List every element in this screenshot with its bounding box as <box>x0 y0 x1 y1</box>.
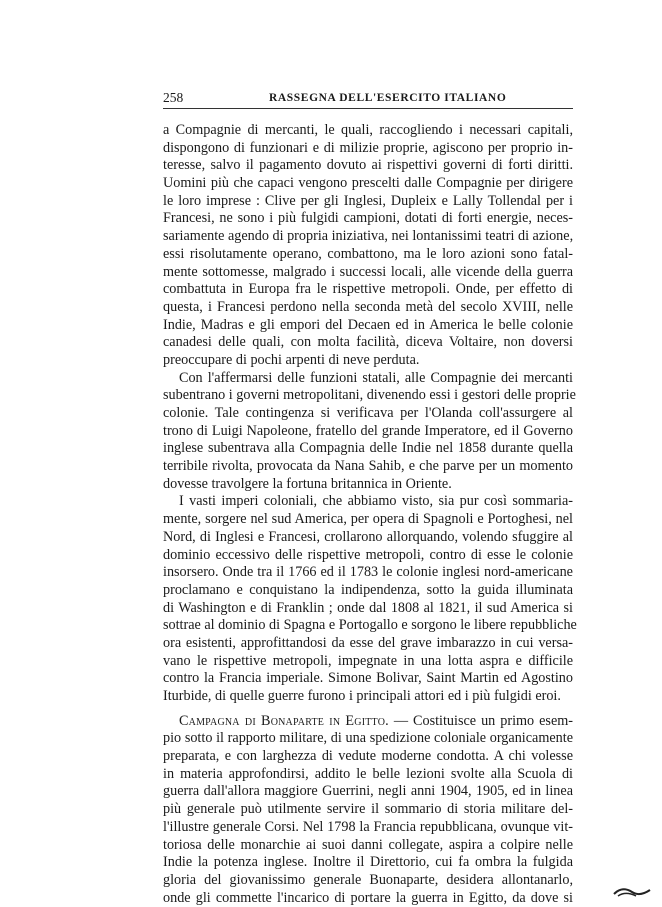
text-line: Con l'affermarsi delle funzioni statali, alle Compagnie dei mercanti <box>179 369 573 386</box>
page-number: 258 <box>163 90 184 105</box>
text-line <box>163 713 573 731</box>
header-rule <box>163 108 573 109</box>
text-line: pio sotto il rapporto militare, di una spedizione coloniale organicamente <box>163 730 573 747</box>
text-line: I vasti imperi coloniali, che abbiamo visto, sia pur così sommaria- <box>179 493 573 510</box>
text-line: l'illustre generale Corsi. Nel 1798 la Francia repubblicana, ovunque vit- <box>163 818 573 835</box>
text-line: colonie. Tale contingenza si verificava per l'Olanda coll'assurgere al <box>163 405 573 421</box>
text-line: di Washington e di Franklin ; onde dal 1808 al 1821, il sud America si <box>163 599 573 616</box>
text-line: subentrano i governi metropolitani, divenendo essi i gestori delle proprie <box>163 387 576 404</box>
paragraph-colonial-companies <box>163 122 573 370</box>
text-line: più generale può utilmente servire il sommario di storia militare del- <box>163 801 573 818</box>
text-line: sottrae al dominio di Spagna e Portogallo e sorgono le libere repubbliche <box>163 617 577 634</box>
text-line: terribile rivolta, provocata da Nana Sahib, e che parve per un momento <box>163 458 573 475</box>
section-title: Campagna di Bonaparte in Egitto. <box>179 712 389 729</box>
text-line: vano le rispettive metropoli, impegnate in una lotta aspra e difficile <box>163 652 573 669</box>
text-line: sariamente agendo di propria iniziativa, nei lontanissimi teatri di azione, <box>163 228 574 245</box>
paragraph-gap <box>163 706 573 713</box>
text-line: proclamano e conquistano la indipendenza, sotto la guida illuminata <box>163 581 573 598</box>
text-line: Indie, Madras e gli empori del Decaen ed in America le belle colonie <box>163 316 573 333</box>
text-line: trono di Luigi Napoleone, fratello del grande Imperatore, ed il Governo <box>163 422 573 439</box>
text-line: gloria del giovanissimo generale Buonaparte, desidera allontanarlo, <box>163 871 573 888</box>
text-line: canadesi delle quali, con molta facilità, diceva Voltaire, non doversi <box>163 334 573 351</box>
running-title: RASSEGNA DELL'ESERCITO ITALIANO <box>269 92 507 104</box>
text-line: questa, i Francesi perdono nella seconda metà del secolo XVIII, nelle <box>163 298 573 315</box>
text-line: dominio eccessivo delle rispettive metropoli, contro di esse le colonie <box>163 546 573 563</box>
section-first-line: — Costituisce un primo esem- <box>393 712 573 729</box>
text-line: inglese subentrava alla Compagnia delle Indie nel 1858 durante quella <box>163 440 573 457</box>
text-line: dovesse travolgere la fortuna britannica in Oriente. <box>163 475 452 492</box>
page-header <box>163 88 573 108</box>
text-line: Iturbide, di quelle guerre furono i principali attori ed i più fulgidi eroi. <box>163 688 561 704</box>
text-line: insorsero. Onde tra il 1766 ed il 1783 le colonie inglesi nord-americane <box>163 564 573 581</box>
corner-ornament-icon <box>612 884 652 898</box>
text-line: essi risolutamente operano, combattono, ma le loro azioni sono fatal- <box>163 245 573 262</box>
text-line: toriosa delle monarchie ai suoi danni collegate, aspira a colpire nelle <box>163 836 573 853</box>
text-line: contro la Francia imperiale. Simone Bolivar, Saint Martin ed Agostino <box>163 670 573 687</box>
text-line: preoccupare di pochi arpenti di neve perduta. <box>163 351 420 368</box>
text-line: mente, sorgere nel sud America, per opera di Spagnoli e Portoghesi, nel <box>163 511 573 528</box>
text-line: Uomini più che capaci vengono prescelti dalle Compagnie per dirigere <box>163 175 573 192</box>
text-line: mente sottomesse, malgrado i successi locali, alle vicende della guerra <box>163 263 573 280</box>
paragraph-egypt-campaign <box>163 713 573 907</box>
text-line: guerra dall'allora maggiore Guerrini, negli anni 1904, 1905, ed in linea <box>163 783 573 800</box>
text-line: Francesi, ne sono i più fulgidi campioni, dotati di forti energie, neces- <box>163 210 573 227</box>
text-line: onde gli commette l'incarico di portare la guerra in Egitto, da dove si <box>163 889 573 906</box>
text-line: dispongono di funzionari e di milizie proprie, agiscono per proprio in- <box>163 139 573 156</box>
paragraph-state-functions <box>163 369 576 494</box>
paragraph-colonial-empires <box>163 493 577 705</box>
text-line: a Compagnie di mercanti, le quali, raccogliendo i necessari capitali, <box>163 122 573 138</box>
body-text <box>163 122 577 907</box>
text-line: teresse, salvo il pagamento dovuto ai rispettivi governi di forti diritti. <box>163 157 573 174</box>
text-line: Indie la potenza inglese. Inoltre il Direttorio, cui fa ombra la fulgida <box>163 854 573 871</box>
text-line: ora esistenti, approfittandosi da esse del grave imbarazzo in cui versa- <box>163 634 573 651</box>
text-line: preparata, e con larghezza di vedute moderne condotta. A chi volesse <box>163 748 573 765</box>
text-line: in materia approfondirsi, addito le belle lezioni svolte alla Scuola di <box>163 765 573 782</box>
text-line: le loro imprese : Clive per gli Inglesi, Dupleix e Lally Tollendal per i <box>163 192 573 209</box>
text-line: Nord, di Inglesi e Francesi, crollarono allorquando, volendo sfuggire al <box>163 528 573 545</box>
text-line: combattuta in Europa fra le rispettive metropoli. Onde, per effetto di <box>163 281 573 298</box>
